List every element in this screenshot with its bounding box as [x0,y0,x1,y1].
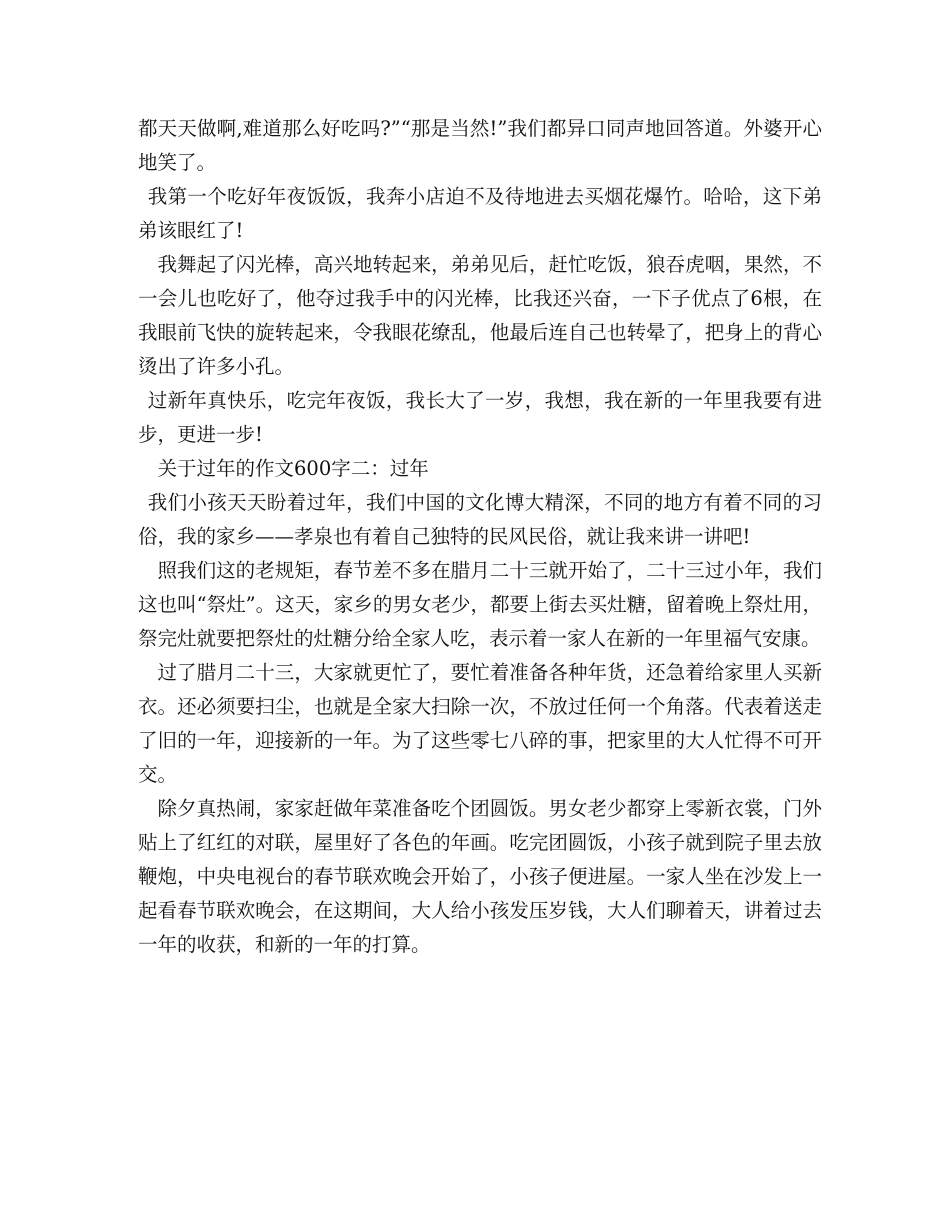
paragraph-8: 除夕真热闹，家家赶做年菜准备吃个团圆饭。男女老少都穿上零新衣裳，门外贴上了红红的对联，屋里好了各色的年画。吃完团圆饭，小孩子就到院子里去放鞭炮，中央电视台的春节联欢晚会开始了，小孩子便进屋。一家人坐在沙发上一起看春节联欢晚会，在这期间，大人给小孩发压岁钱，大人们聊着天，讲着过去一年的收获，和新的一年的打算。 [138,797,822,956]
paragraph-7: 过了腊月二十三，大家就更忙了，要忙着准备各种年货，还急着给家里人买新衣。还必须要扫尘，也就是全家大扫除一次，不放过任何一个角落。代表着送走了旧的一年，迎接新的一年。为了这些零七八碎的事，把家里的大人忙得不可开交。 [138,661,822,786]
paragraph-2: 我第一个吃好年夜饭饭，我奔小店迫不及待地进去买烟花爆竹。哈哈，这下弟弟该眼红了! [138,185,822,242]
paragraph-1: 都天天做啊,难道那么好吃吗?”“那是当然!”我们都异口同声地回答道。外婆开心地笑了。 [138,117,822,174]
paragraph-6: 照我们这的老规矩，春节差不多在腊月二十三就开始了，二十三过小年，我们这也叫“祭灶”。这天，家乡的男女老少，都要上街去买灶糖，留着晚上祭灶用，祭完灶就要把祭灶的灶糖分给全家人吃，表示着一家人在新的一年里福气安康。 [138,559,822,650]
section-title: 关于过年的作文600字二：过年 [157,457,429,480]
essay-body [138,112,822,962]
paragraph-3: 我舞起了闪光棒，高兴地转起来，弟弟见后，赶忙吃饭，狼吞虎咽，果然，不一会儿也吃好了，他夺过我手中的闪光棒，比我还兴奋，一下子优点了6根，在我眼前飞快的旋转起来，令我眼花缭乱，他最后连自己也转晕了，把身上的背心烫出了许多小孔。 [138,253,822,378]
paragraph-5: 我们小孩天天盼着过年，我们中国的文化博大精深，不同的地方有着不同的习俗，我的家乡——孝泉也有着自己独特的民风民俗，就让我来讲一讲吧! [138,491,822,548]
paragraph-4: 过新年真快乐，吃完年夜饭，我长大了一岁，我想，我在新的一年里我要有进步，更进一步! [138,389,822,446]
